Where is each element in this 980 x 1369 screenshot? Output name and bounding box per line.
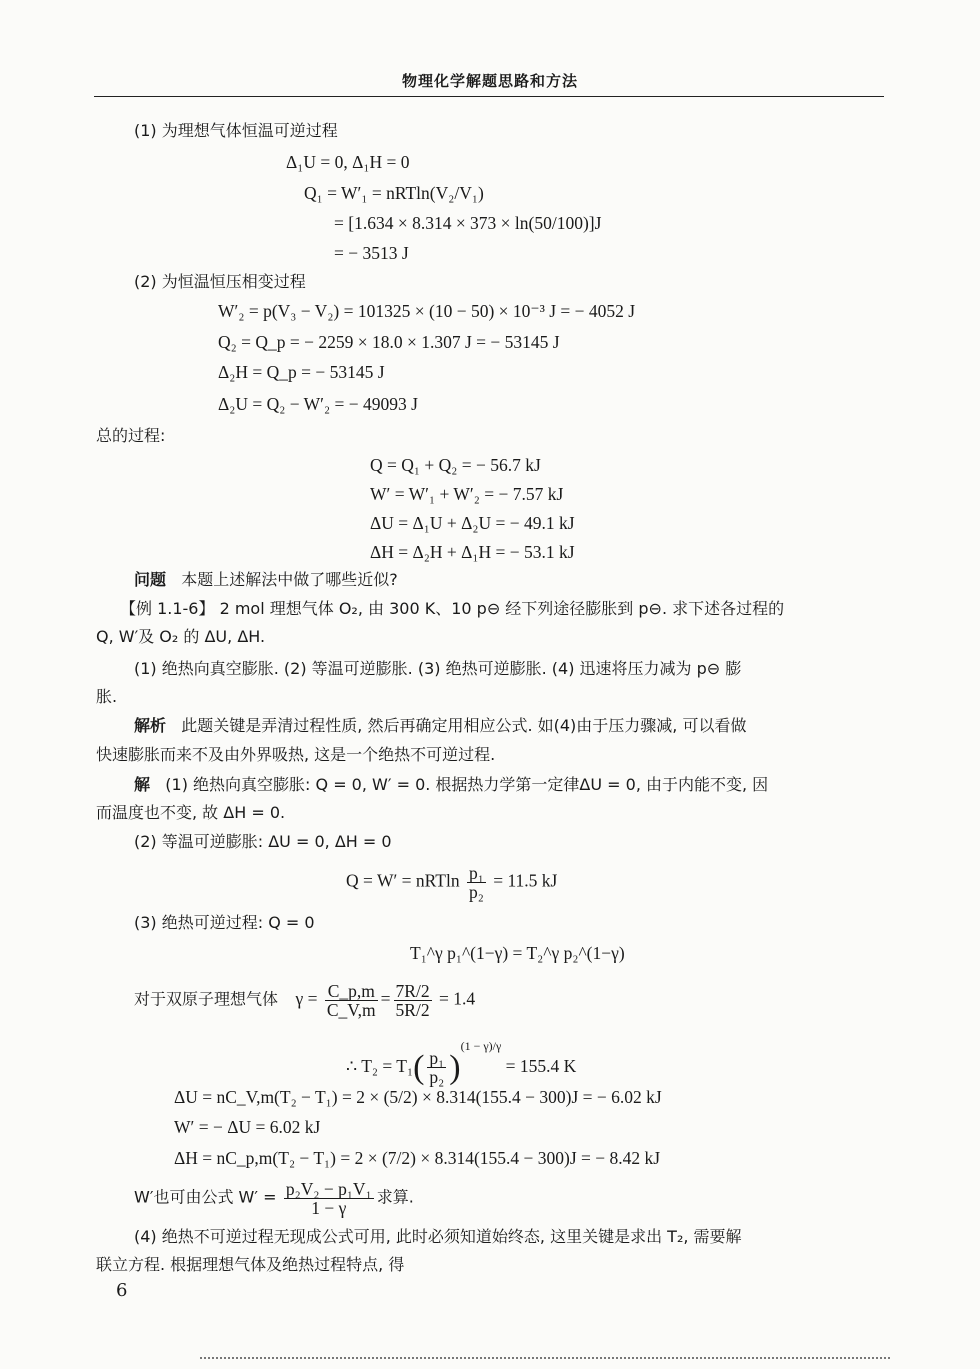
conditions-text: 胀. — [96, 687, 118, 706]
t2-rhs: = 155.4 K — [505, 1056, 577, 1076]
gamma-lhs: γ = — [295, 988, 318, 1009]
t2-lhs: ∴ T₂ = T₁ — [346, 1056, 414, 1076]
fraction — [467, 864, 486, 901]
equation-poisson: T₁^γ p₁^(1−γ) = T₂^γ p₂^(1−γ) — [410, 943, 625, 963]
total-process-label: 总的过程: — [96, 426, 166, 445]
equation-line: Δ₁U = 0, Δ₁H = 0 — [286, 152, 410, 172]
step-3-adiabatic: (3) 绝热可逆过程: Q = 0 — [134, 913, 315, 932]
work-formula-lhs: W′也可由公式 W′ = — [134, 1187, 277, 1207]
conditions-text: (1) 绝热向真空膨胀. (2) 等温可逆膨胀. (3) 绝热可逆膨胀. (4) 迅速将压力减为 p⊖ 膨 — [134, 659, 742, 678]
t2-equation — [346, 1036, 576, 1086]
equation-line: W′₂ = p(V₃ − V₂) = 101325 × (10 − 50) × 10⁻³ J = − 4052 J — [218, 301, 636, 321]
fraction — [427, 1049, 446, 1086]
exponent: (1 − γ)/γ — [460, 1039, 502, 1053]
page-number: 6 — [116, 1280, 128, 1301]
solution-label: 解 — [134, 775, 151, 794]
fraction — [284, 1180, 374, 1217]
step-2-title: (2) 为恒温恒压相变过程 — [134, 272, 306, 291]
equation-line: Q₂ = Q_p = − 2259 × 18.0 × 1.307 J = − 53145 J — [218, 332, 560, 352]
equation-lhs: Q = W′ = nRTln — [346, 870, 460, 891]
example-text: Q, W′及 O₂ 的 ΔU, ΔH. — [96, 627, 266, 646]
solution-text: 而温度也不变, 故 ΔH = 0. — [96, 803, 286, 822]
fraction-denominator: 5R/2 — [395, 1000, 430, 1020]
question-text: 本题上述解法中做了哪些近似? — [181, 570, 398, 589]
diatomic-label: 对于双原子理想气体 — [134, 989, 279, 1009]
scan-artifact — [200, 1357, 890, 1359]
running-header: 物理化学解题思路和方法 — [401, 72, 578, 90]
equation-isothermal-work — [346, 864, 557, 901]
equation-line: Q₁ = W′₁ = nRTln(V₂/V₁) — [304, 183, 484, 203]
step-4-text: 联立方程. 根据理想气体及绝热过程特点, 得 — [96, 1255, 405, 1274]
fraction-numerator: p₂V₂ − p₁V₁ — [285, 1179, 372, 1199]
equation-line: Δ₂H = Q_p = − 53145 J — [218, 362, 385, 382]
analysis-line — [134, 716, 746, 736]
fraction — [325, 982, 378, 1019]
equation-line: ΔU = nC_V,m(T₂ − T₁) = 2 × (5/2) × 8.314(155.4 − 300)J = − 6.02 kJ — [174, 1087, 662, 1107]
solution-text: (1) 绝热向真空膨胀: Q = 0, W′ = 0. 根据热力学第一定律ΔU = 0, 由于内能不变, 因 — [165, 775, 769, 794]
example-heading: 【例 1.1-6】 2 mol 理想气体 O₂, 由 300 K、10 p⊖ 经下列途径膨胀到 p⊖. 求下述各过程的 — [120, 599, 785, 618]
analysis-label: 解析 — [134, 716, 167, 735]
equation-rhs: = 11.5 kJ — [493, 870, 558, 891]
fraction-denominator: 1 − γ — [311, 1198, 347, 1218]
question-label: 问题 — [134, 570, 167, 589]
fraction-denominator: C_V,m — [326, 1000, 376, 1020]
fraction — [394, 982, 432, 1019]
work-formula-rhs: 求算. — [376, 1187, 414, 1207]
fraction-denominator: p₂ — [429, 1067, 445, 1088]
step-2-isothermal: (2) 等温可逆膨胀: ΔU = 0, ΔH = 0 — [134, 832, 392, 851]
step-4-text: (4) 绝热不可逆过程无现成公式可用, 此时必须知道始终态, 这里关键是求出 T₂, 需要解 — [134, 1227, 742, 1246]
gamma-rhs: = 1.4 — [438, 988, 476, 1009]
equation-line: Q = Q₁ + Q₂ = − 56.7 kJ — [370, 455, 541, 475]
work-formula-line — [134, 1180, 414, 1217]
fraction-denominator: p₂ — [468, 882, 484, 902]
gamma-line: 对于双原子理想气体 γ = $\frac{C\_p,m}{C\_V,m}$ = $\frac{7R/2}{5R/2}$ = 1.4 — [134, 981, 476, 1020]
fraction-numerator: p₁ — [429, 1048, 445, 1069]
step-1-title: (1) 为理想气体恒温可逆过程 — [134, 121, 338, 140]
analysis-text: 快速膨胀而来不及由外界吸热, 这是一个绝热不可逆过程. — [96, 745, 496, 764]
fraction-numerator: p₁ — [468, 863, 484, 883]
equation-line: = − 3513 J — [334, 243, 409, 263]
fraction-numerator: C_p,m — [325, 982, 378, 1001]
fraction-numerator: 7R/2 — [395, 981, 430, 1001]
equation-line: ΔU = Δ₁U + Δ₂U = − 49.1 kJ — [370, 513, 575, 533]
paren-open: ( — [413, 1048, 425, 1086]
equation-line: = [1.634 × 8.314 × 373 × ln(50/100)]J — [334, 213, 602, 233]
equation-line: ΔH = nC_p,m(T₂ − T₁) = 2 × (7/2) × 8.314(155.4 − 300)J = − 8.42 kJ — [174, 1148, 661, 1168]
solution-line — [134, 775, 768, 795]
equation-line: Δ₂U = Q₂ − W′₂ = − 49093 J — [218, 394, 418, 414]
equation-line: ΔH = Δ₂H + Δ₁H = − 53.1 kJ — [370, 542, 575, 562]
analysis-text: 此题关键是弄清过程性质, 然后再确定用相应公式. 如(4)由于压力骤减, 可以看做 — [181, 716, 747, 735]
equation-line: W′ = − ΔU = 6.02 kJ — [174, 1117, 321, 1137]
header-rule — [94, 96, 884, 97]
equation-line: W′ = W′₁ + W′₂ = − 7.57 kJ — [370, 484, 564, 504]
paren-close: ) — [449, 1048, 461, 1086]
question-line — [134, 570, 398, 590]
